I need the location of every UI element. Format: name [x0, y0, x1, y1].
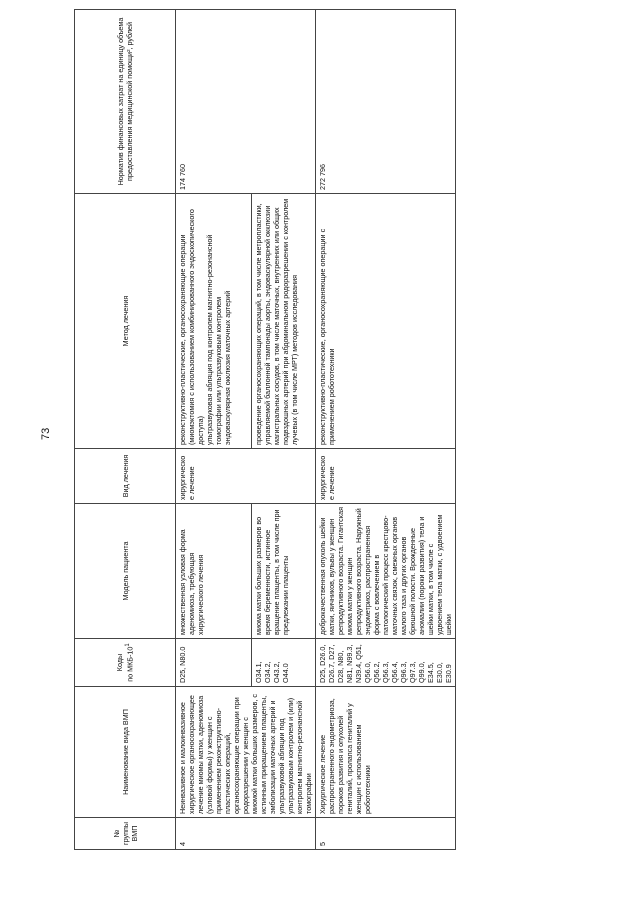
group-number: 4: [176, 818, 316, 850]
treatment-kind: хирургическое лечение: [176, 449, 316, 504]
method-item: ультразвуковая абляция под контролем магнитно-резонансной томографии или ультразвуковым контролем: [205, 234, 223, 445]
patient-model: доброкачественная опухоль шейки матки, яичников, вульвы у женщин репродуктивного возраста. Гигантская миома матки у женщин репродуктивного возраста. Наружный эндометриоз, распространенная форма с вовлечением в патологический процесс крестцово-маточных связок, смежных органов малого таза и других органов брюшной полости. Врожденные аномалии (пороки развития) тела и шейки матки, в том числе с удвоением тела матки, с удвоением шейки: [316, 504, 456, 639]
table-row: [176, 10, 252, 850]
header-icd-footnote: 1: [125, 643, 132, 647]
patient-model: миома матки больших размеров во время беременности, истинное вращение плаценты, в том числе при предлежании плаценты: [251, 504, 315, 639]
financial-norm: 174 760: [176, 10, 316, 194]
header-icd-codes: [75, 639, 176, 687]
group-number: 5: [316, 818, 456, 850]
header-treatment-method: Метод лечения: [75, 194, 176, 449]
treatment-method: [176, 194, 252, 449]
page-number: 73: [40, 427, 52, 440]
patient-model: множественная узловая форма аденомиоза, требующая хирургического лечения: [176, 504, 252, 639]
rotated-table-page: [74, 10, 640, 850]
financial-norm: 272 796: [316, 10, 456, 194]
icd-codes: D25, D26.0, D26.7, D27, D28, N80, N81, N99.3, N39.4, Q51, Q56.0, Q56.2, Q56.3, Q56.4, Q96.3, Q97.3, Q99.0, E34.5, E30.0, E30.9: [316, 639, 456, 687]
vmp-table: [74, 9, 456, 850]
header-group-number: № группы ВМП: [75, 818, 176, 850]
table-row: [316, 10, 456, 850]
vmp-type: Хирургическое лечение распространенного эндометриоза, пороков развития и опухолей гениталий, пролапса гениталий у женщин с использованием робототехники: [316, 687, 456, 818]
icd-codes: O34.1, O34.2, O43.2, O44.0: [251, 639, 315, 687]
method-item: реконструктивно-пластические, органосохраняющие операции (миомэктомия с использованием комбинированного эндоскопического доступа): [178, 209, 205, 445]
icd-codes: D25, N80.0: [176, 639, 252, 687]
table-header-row: [75, 10, 176, 850]
method-item: эндоваскулярная окклюзия маточных артерий: [223, 290, 232, 445]
header-financial-norm: Норматив финансовых затрат на единицу объема предоставления медицинской помощи², рублей: [75, 10, 176, 194]
treatment-method: проведение органосохраняющих операций, в том числе метропластики, управляемой баллонной тампонады аорты, эндоваскулярной окклюзии магистральных сосудов, в том числе маточных, внутренних или общих подвздошных артерий при абдоминальном родоразрешении с контролем лучевых (в том числе МРТ) методов исследования: [251, 194, 315, 449]
header-icd-prefix: Коды: [115, 653, 125, 672]
header-vmp-type: Наименование вида ВМП: [75, 687, 176, 818]
treatment-kind: хирургическое лечение: [316, 449, 456, 504]
header-icd-suffix: по МКБ-10: [125, 646, 135, 682]
header-treatment-kind: Вид лечения: [75, 449, 176, 504]
header-patient-model: Модель пациента: [75, 504, 176, 639]
vmp-type: Неинвазивное и малоинвазивное хирургическое органосохраняющее лечение миомы матки, аденомиоза (узловой формы) у женщин с применением реконструктивно-пластических операций, органосохраняющие операции при родоразрешении у женщин с миомой матки больших размеров, с истинным приращением плаценты, эмболизации маточных артерий и ультразвуковой абляции под ультразвуковым контролем и (или) контролем магнитно-резонансной томографии: [176, 687, 316, 818]
treatment-method: реконструктивно-пластические, органосохраняющие операции с применением робототехники: [316, 194, 456, 449]
